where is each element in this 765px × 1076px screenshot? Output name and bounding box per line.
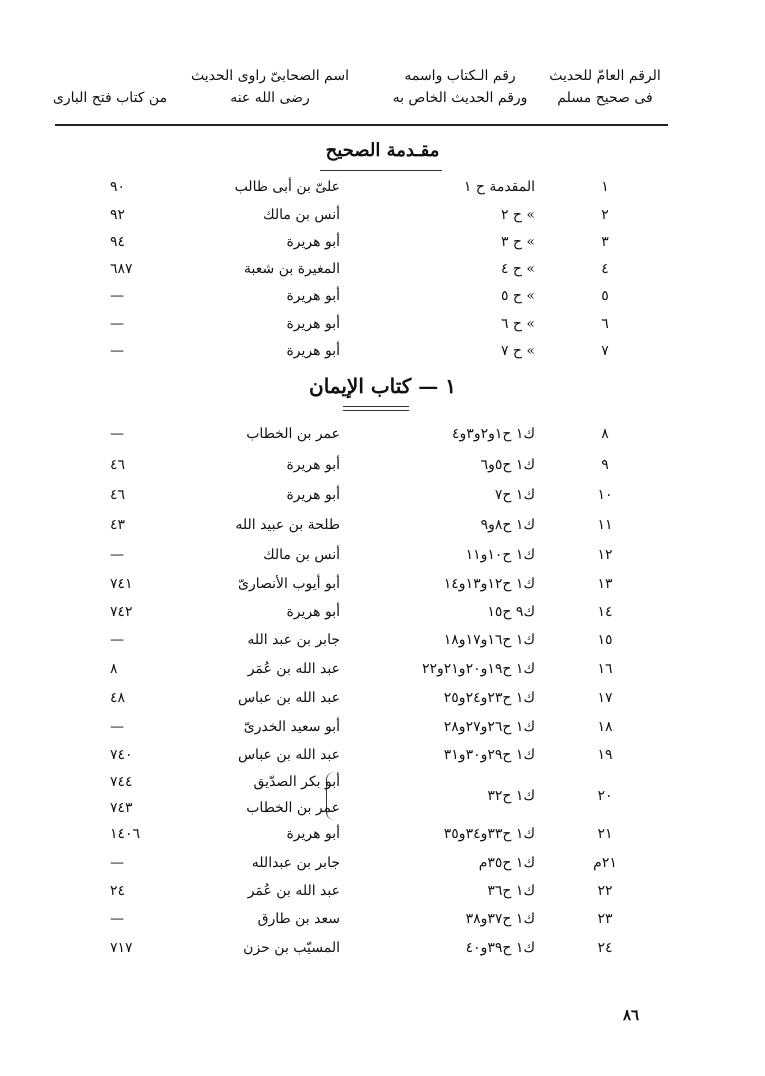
fath-number: ٢٤	[110, 883, 126, 899]
narrator: عمر بن الخطاب	[246, 426, 340, 442]
general-number: ١٩	[597, 747, 613, 763]
general-number: ٥	[601, 288, 609, 304]
header-general-number-line1: الرقم العامّ للحديث	[549, 68, 661, 84]
book-reference: ك١ ح٢٦و٢٧و٢٨	[443, 719, 535, 735]
header-book-number-line2: ورقم الحديث الخاص به	[392, 89, 528, 106]
header-book-number	[380, 66, 540, 109]
narrator: جابر بن عبدالله	[251, 855, 340, 871]
narrator: أبو هريرة	[286, 457, 340, 473]
header-narrator-line1: اسم الصحابىّ راوى الحديث	[190, 68, 349, 84]
table-row	[0, 282, 765, 310]
fath-number: ٩٢	[110, 207, 126, 223]
header-general-number-line2: فى صحيح مسلم	[557, 89, 653, 106]
general-number: ٨	[601, 426, 609, 442]
fath-number: —	[110, 288, 124, 304]
narrator: علىّ بن أبى طالب	[234, 179, 340, 195]
table-row	[0, 337, 765, 365]
header-general-number	[545, 66, 665, 109]
table-row	[0, 541, 765, 569]
fath-number: ٧١٧	[110, 940, 133, 956]
general-number: ٢١م	[593, 855, 617, 871]
table-row	[0, 420, 765, 448]
general-number: ٤	[601, 261, 609, 277]
header-fath-albari: من كتاب فتح البارى	[52, 90, 168, 106]
narrator: أبو سعيد الخدرىّ	[243, 719, 340, 735]
table-row	[0, 849, 765, 877]
general-number: ٧	[601, 343, 609, 359]
narrator: أبو هريرة	[286, 487, 340, 503]
table-row	[0, 655, 765, 683]
fath-number: ٤٦	[110, 487, 126, 503]
section-title-iman: ١ — كتاب الإيمان	[309, 374, 456, 398]
table-row	[0, 741, 765, 769]
narrator: عبد الله بن عُمَر	[247, 661, 340, 677]
table-row-20	[0, 768, 765, 824]
book-reference: ك١ ح١٠و١١	[465, 547, 535, 563]
narrator: أبو هريرة	[286, 316, 340, 332]
narrator: عبد الله بن عباس	[237, 690, 340, 706]
book-reference: ك١ ح٧	[494, 487, 535, 503]
fath-number: ٧٤١	[110, 576, 133, 592]
narrator: أبو هريرة	[286, 343, 340, 359]
narrator: سعد بن طارق	[257, 911, 340, 927]
narrator: أبو هريرة	[286, 826, 340, 842]
general-number: ٣	[601, 234, 609, 250]
narrator: المغيرة بن شعبة	[244, 261, 340, 277]
book-reference: ك١ ح٢٣و٢٤و٢٥	[443, 690, 535, 706]
general-number: ١٥	[597, 632, 613, 648]
narrator: طلحة بن عبيد الله	[235, 517, 340, 533]
book-reference: ك١ ح٣٥م	[478, 855, 535, 871]
fath-number: ٤٦	[110, 457, 126, 473]
fath-number: ٧٤٠	[110, 747, 133, 763]
book-reference: ك١ ح٣٣و٣٤و٣٥	[443, 826, 535, 842]
section-title-muqaddima: مقـدمة الصحيح	[325, 140, 440, 161]
narrator: أبو بكر الصدّيق	[253, 774, 340, 790]
narrator: أنس بن مالك	[263, 207, 340, 223]
table-row	[0, 310, 765, 338]
book-reference: » ح ٣	[500, 234, 535, 250]
fath-number: —	[110, 316, 124, 332]
book-reference: ك١ ح٣٦	[487, 883, 535, 899]
table-row	[0, 905, 765, 933]
general-number: ١٦	[597, 661, 613, 677]
general-number: ٢١	[597, 826, 613, 842]
fath-number: —	[110, 911, 124, 927]
narrator: أبو أيوب الأنصارىّ	[237, 576, 340, 592]
table-row	[0, 511, 765, 539]
header-narrator	[180, 66, 360, 109]
general-number: ١٢	[597, 547, 613, 563]
book-reference: ك١ ح١٦و١٧و١٨	[443, 632, 535, 648]
general-number: ١	[601, 179, 609, 195]
book-reference: » ح ٥	[500, 288, 535, 304]
fath-number: ٨	[110, 661, 118, 677]
general-number: ٢٠	[597, 788, 613, 804]
book-reference: ك١ ح٢٩و٣٠و٣١	[443, 747, 535, 763]
page-number: ٨٦	[623, 1006, 640, 1024]
narrator: المسيّب بن حزن	[243, 940, 340, 956]
table-row	[0, 228, 765, 256]
table-row	[0, 684, 765, 712]
section-underline-iman	[343, 406, 409, 411]
book-reference: » ح ٧	[500, 343, 535, 359]
general-number: ٢٢	[597, 883, 613, 899]
book-reference: ك١ ح٨و٩	[480, 517, 535, 533]
fath-number: ٦٨٧	[110, 261, 133, 277]
narrator: أنس بن مالك	[263, 547, 340, 563]
table-row	[0, 713, 765, 741]
fath-number: —	[110, 547, 124, 563]
narrator: أبو هريرة	[286, 234, 340, 250]
book-reference: ك٩ ح١٥	[487, 604, 535, 620]
table-row	[0, 570, 765, 598]
fath-number: —	[110, 855, 124, 871]
narrator: عمر بن الخطاب	[246, 800, 340, 816]
section-underline-muqaddima	[320, 170, 442, 171]
general-number: ١٠	[597, 487, 613, 503]
fath-number: —	[110, 632, 124, 648]
book-reference: ك١ ح١و٢و٣و٤	[452, 426, 535, 442]
fath-number: ١٤٠٦	[110, 826, 141, 842]
narrator: عبد الله بن عُمَر	[247, 883, 340, 899]
table-row	[0, 934, 765, 962]
general-number: ٦	[601, 316, 609, 332]
book-reference: ك١ ح٣٢	[487, 788, 535, 804]
general-number: ٩	[601, 457, 609, 473]
book-reference: ك١ ح٥و٦	[480, 457, 535, 473]
general-number: ٢	[601, 207, 609, 223]
book-reference: ك١ ح٣٩و٤٠	[465, 940, 535, 956]
header-rule	[55, 124, 668, 126]
book-reference: ك١ ح١٢و١٣و١٤	[443, 576, 535, 592]
book-reference: ك١ ح٣٧و٣٨	[465, 911, 535, 927]
general-number: ١٧	[597, 690, 613, 706]
table-row	[0, 626, 765, 654]
fath-number: ٩٤	[110, 234, 126, 250]
book-reference: » ح ٦	[500, 316, 535, 332]
fath-number: —	[110, 426, 124, 442]
table-row	[0, 451, 765, 479]
narrator: أبو هريرة	[286, 288, 340, 304]
fath-number: ٩٠	[110, 179, 126, 195]
fath-number: ٤٣	[110, 517, 126, 533]
general-number: ١٣	[597, 576, 613, 592]
book-reference: ك١ ح١٩و٢٠و٢١و٢٢	[421, 661, 535, 677]
table-row	[0, 173, 765, 201]
general-number: ٢٤	[597, 940, 613, 956]
book-reference: المقدمة ح ١	[463, 179, 535, 195]
fath-number: ٧٤٤	[110, 774, 133, 790]
general-number: ١٨	[597, 719, 613, 735]
book-reference: » ح ٢	[500, 207, 535, 223]
narrator: جابر بن عبد الله	[247, 632, 340, 648]
header-narrator-line2: رضى الله عنه	[230, 89, 310, 106]
header-book-number-line1: رقم الـكتاب واسمه	[404, 68, 516, 84]
fath-number: ٤٨	[110, 690, 126, 706]
table-row	[0, 598, 765, 626]
table-row	[0, 877, 765, 905]
narrator: أبو هريرة	[286, 604, 340, 620]
table-row	[0, 201, 765, 229]
book-reference: » ح ٤	[500, 261, 535, 277]
general-number: ١٤	[597, 604, 613, 620]
table-row	[0, 820, 765, 848]
fath-number: ٧٤٢	[110, 604, 133, 620]
fath-number: —	[110, 343, 124, 359]
fath-number: —	[110, 719, 124, 735]
fath-number: ٧٤٣	[110, 800, 133, 816]
table-row	[0, 481, 765, 509]
table-row	[0, 255, 765, 283]
narrator: عبد الله بن عباس	[237, 747, 340, 763]
general-number: ١١	[597, 517, 613, 533]
general-number: ٢٣	[597, 911, 613, 927]
